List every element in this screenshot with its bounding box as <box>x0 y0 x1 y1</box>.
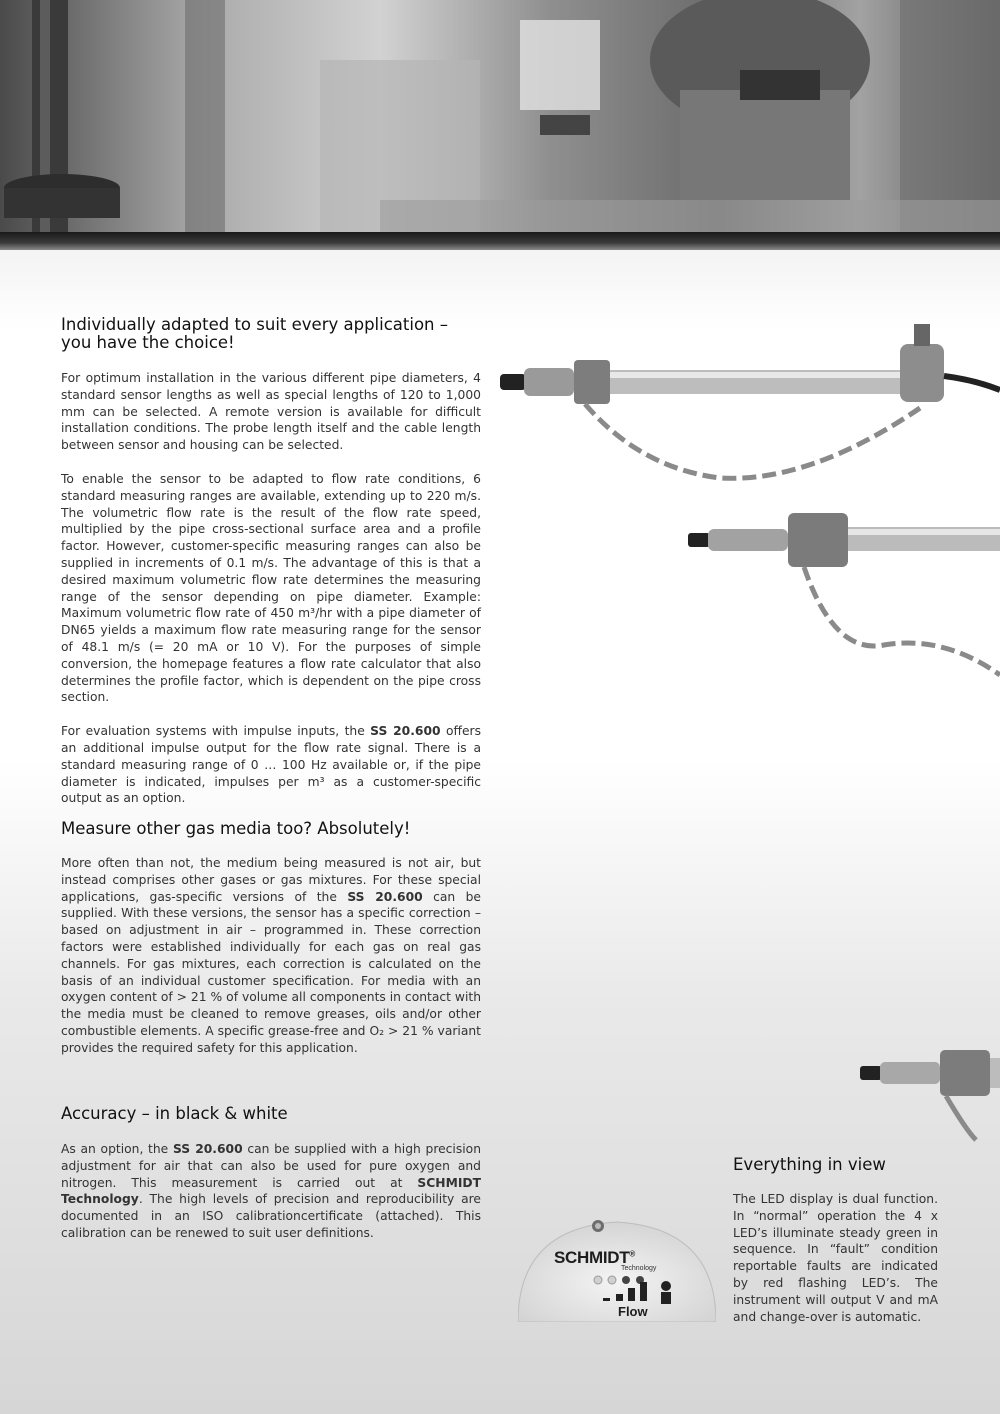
company-name: SCHMIDT Technology <box>61 1175 481 1207</box>
flow-sensor-probe-image-2 <box>684 505 1000 695</box>
text-run: offers an additional impulse output for the flow rate signal. There is a standard measuring range of 0 … 100 Hz available or, if the pipe diameter is indicated, impulses per m³ as a customer-specific output as an option. <box>61 724 481 806</box>
text-run: . The high levels of precision and reproducibility are documented in an ISO calibrationcertificate (attached). This calibration can be renewed to suit user definitions. <box>61 1192 481 1240</box>
flow-sensor-probe-image-1 <box>490 318 1000 498</box>
product-name: SS 20.600 <box>370 724 441 739</box>
paragraph-impulse-output <box>61 723 481 807</box>
text-run: More often than not, the medium being measured is not air, but instead comprises other gases or gas mixtures. For these special applications, gas-specific versions of the <box>61 856 481 904</box>
section-everything-in-view <box>733 1156 938 1325</box>
section-heading: Measure other gas media too? Absolutely! <box>61 819 411 838</box>
flow-sensor-probe-image-3 <box>856 1040 1000 1144</box>
text-run: can be supplied. With these versions, the sensor has a specific correction – based on adjustment in air – programmed in. These correction factors were established individually for each gas on real gas channels. For gas mixtures, each correction is calculated on the basis of an individual customer specification. For media with an oxygen content of > 21 % of volume all components in contact with the media must be cleaned to remove greases, oils and/or other combustible elements. A specific grease-free and O₂ > 21 % variant provides the required safety for this application. <box>61 889 481 1055</box>
section-other-gas-media <box>61 820 481 1057</box>
schmidt-flow-display <box>518 1218 716 1322</box>
brand-subtitle: Technology <box>621 1265 657 1272</box>
paragraph-accuracy <box>61 1141 481 1242</box>
paragraph-measuring-ranges: To enable the sensor to be adapted to flow rate conditions, 6 standard measuring ranges are available, extending up to 220 m/s. The volumetric flow rate is the result of the flow rate speed, multiplied by the pipe cross-sectional surface area and a profile factor. However, customer-specific measuring ranges can also be supplied in increments of 0.1 m/s. The advantage of this is that a desired maximum volumetric flow rate determines the measuring range of the sensor depending on pipe diameter. Example: Maximum volumetric flow rate of 450 m³/hr with a pipe diameter of DN65 yields a maximum flow rate measuring range for the sensor of 48.1 m/s (= 20 mA or 10 V). For the purposes of simple conversion, the homepage features a flow rate calculator that also determines the profile factor, which is dependent on the pipe cross section. <box>61 471 481 705</box>
registered-mark: ® <box>629 1249 635 1259</box>
display-housing-shape <box>518 1218 716 1322</box>
brand-name: SCHMIDT <box>554 1248 630 1267</box>
industrial-photo <box>0 0 1000 232</box>
paragraph-gas-media <box>61 855 481 1057</box>
paragraph-led-display: The LED display is dual function. In “normal” operation the 4 x LED’s illuminate steady green in sequence. In “fault” condition reportable faults are indicated by red flashing LED’s. The instrument will output V and mA and change-over is automatic. <box>733 1192 938 1324</box>
product-name: SS 20.600 <box>347 889 423 904</box>
display-label: Flow <box>618 1304 648 1319</box>
industrial-scene-image <box>0 0 1000 232</box>
product-name: SS 20.600 <box>172 1142 243 1156</box>
text-run: can be supplied with a high precision adjustment for air that can also be used for pure oxygen and nitrogen. This measurement is carried out at <box>61 1142 481 1190</box>
section-heading: Everything in view <box>733 1155 886 1174</box>
header-divider-bar <box>0 232 1000 250</box>
paragraph-installation: For optimum installation in the various different pipe diameters, 4 standard sensor lengths as well as special lengths of 120 to 1,000 mm can be selected. A remote version is available for difficult installation conditions. The probe length itself and the cable length between sensor and housing can be selected. <box>61 371 481 453</box>
section-accuracy <box>61 1105 481 1242</box>
section-heading: Individually adapted to suit every application – you have the choice! <box>61 315 448 352</box>
section-heading: Accuracy – in black & white <box>61 1104 288 1123</box>
text-run: As an option, the <box>61 1142 173 1156</box>
text-run: For evaluation systems with impulse inputs, the <box>61 724 371 739</box>
section-individually-adapted <box>61 316 481 807</box>
